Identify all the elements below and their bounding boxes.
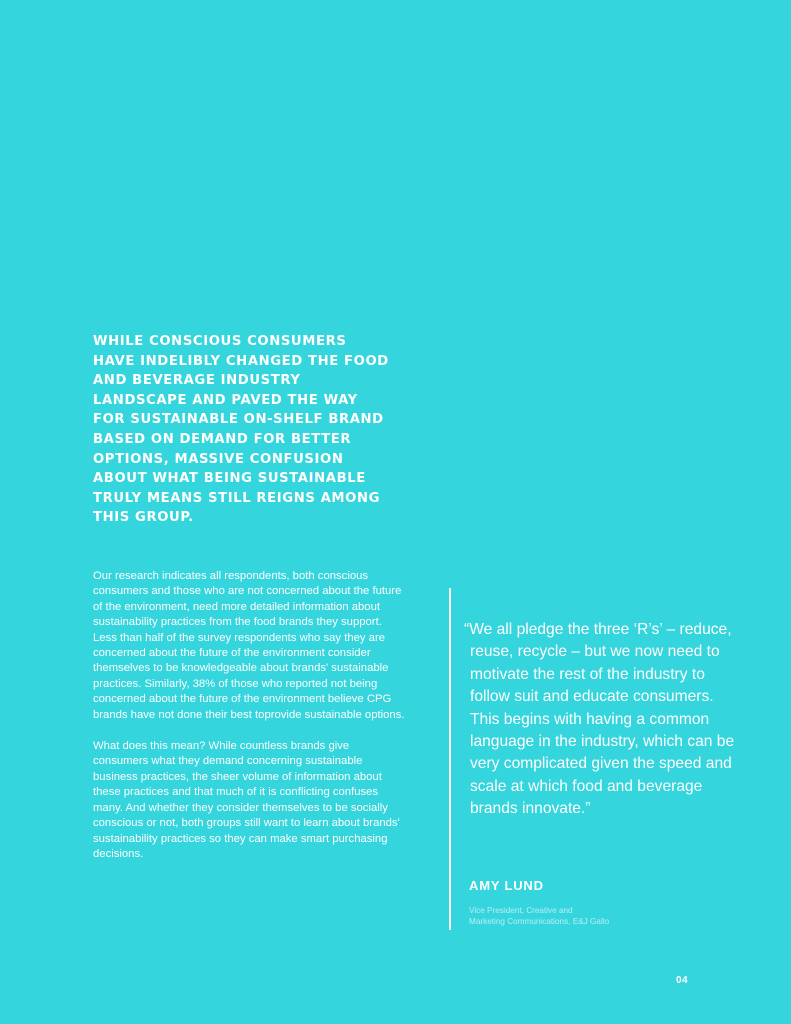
body-paragraph-2: What does this mean? While countless brands give consumers what they demand concerning sustainable business practices, the sheer volume of information about these practices and that much of it is conflicting confuses many. And whether they consider themselves to be socially conscious or not, both groups still want to learn about brands' sustainability practices so they can make smart purchasing decisions. (93, 740, 400, 860)
body-paragraph-1: Our research indicates all respondents, both conscious consumers and those who are not concerned about the future of the environment, need more detailed information about sustainability practices from the food brands they support. Less than half of the survey respondents who say they are concerned about the future of the environment consider themselves to be knowledgeable about brands' sustainable practices. Similarly, 38% of those who reported not being concerned about the future of the environment believe CPG brands have not done their best toprovide sustainable options. (93, 570, 405, 721)
quote-author-title: Vice President, Creative and Marketing Communications, E&J Gallo (469, 906, 610, 926)
body-text (93, 569, 405, 878)
page-number: 04 (676, 975, 689, 986)
quote-divider (449, 588, 451, 930)
headline: WHILE CONSCIOUS CONSUMERS HAVE INDELIBLY CHANGED THE FOOD AND BEVERAGE INDUSTRY LANDSCAPE AND PAVED THE WAY FOR SUSTAINABLE ON-SHELF BRAND BASED ON DEMAND FOR BETTER OPTIONS, MASSIVE CONFUSION ABOUT WHAT BEING SUSTAINABLE TRULY MEANS STILL REIGNS AMONG THIS GROUP. (93, 334, 389, 526)
quote-author-name: AMY LUND (469, 878, 544, 893)
pull-quote: “We all pledge the three ‘R’s’ – reduce, reuse, recycle – but we now need to motivate the rest of the industry to follow suit and educate consumers. This begins with having a common language in the industry, which can be very complicated given the speed and scale at which food and beverage brands innovate.” (464, 621, 735, 818)
